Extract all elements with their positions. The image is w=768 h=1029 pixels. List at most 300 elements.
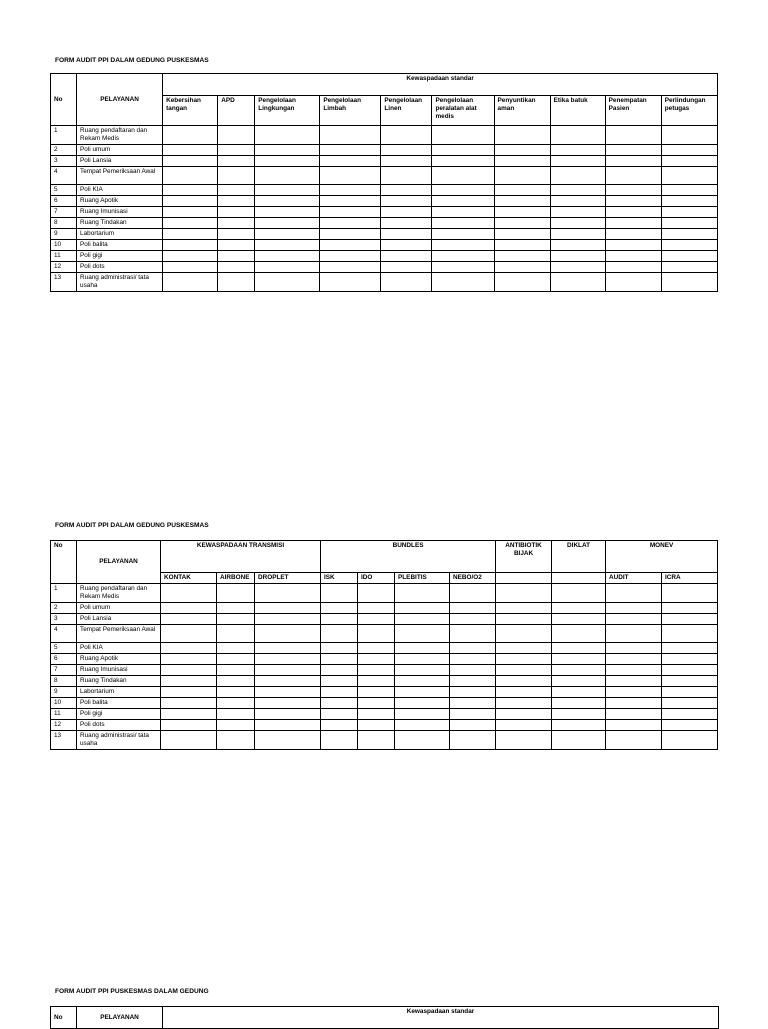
audit-cell[interactable] (163, 229, 218, 240)
audit-cell[interactable] (218, 240, 255, 251)
audit-cell[interactable] (552, 709, 606, 720)
audit-cell[interactable] (494, 196, 550, 207)
audit-cell[interactable] (358, 603, 395, 614)
audit-cell[interactable] (496, 614, 552, 625)
audit-cell[interactable] (255, 614, 321, 625)
audit-cell[interactable] (255, 229, 320, 240)
audit-cell[interactable] (163, 207, 218, 218)
audit-cell[interactable] (606, 698, 662, 709)
row-number: 13 (51, 731, 77, 750)
audit-cell[interactable] (381, 251, 432, 262)
audit-cell[interactable] (255, 145, 320, 156)
audit-cell[interactable] (605, 262, 661, 273)
audit-cell[interactable] (163, 251, 218, 262)
audit-cell[interactable] (163, 218, 218, 229)
service-name: Poli gigi (77, 251, 163, 262)
audit-cell[interactable] (161, 603, 217, 614)
audit-cell[interactable] (218, 262, 255, 273)
audit-cell[interactable] (217, 654, 255, 665)
audit-cell[interactable] (662, 614, 718, 625)
audit-cell[interactable] (432, 167, 494, 185)
audit-cell[interactable] (217, 584, 255, 603)
audit-cell[interactable] (381, 218, 432, 229)
audit-cell[interactable] (381, 229, 432, 240)
audit-cell[interactable] (661, 185, 717, 196)
audit-cell[interactable] (661, 167, 717, 185)
audit-cell[interactable] (395, 698, 450, 709)
row-number: 1 (51, 126, 77, 145)
audit-cell[interactable] (662, 676, 718, 687)
audit-cell[interactable] (321, 643, 358, 654)
audit-cell[interactable] (395, 687, 450, 698)
audit-cell[interactable] (255, 698, 321, 709)
audit-cell[interactable] (395, 584, 450, 603)
audit-cell[interactable] (662, 687, 718, 698)
audit-cell[interactable] (320, 229, 381, 240)
audit-cell[interactable] (550, 240, 605, 251)
audit-cell[interactable] (381, 167, 432, 185)
audit-cell[interactable] (358, 698, 395, 709)
audit-cell[interactable] (163, 185, 218, 196)
audit-cell[interactable] (255, 196, 320, 207)
audit-cell[interactable] (255, 218, 320, 229)
audit-cell[interactable] (255, 126, 320, 145)
audit-cell[interactable] (218, 229, 255, 240)
column-header: Kebersihan tangan (163, 96, 218, 126)
audit-cell[interactable] (550, 207, 605, 218)
audit-cell[interactable] (320, 156, 381, 167)
audit-cell[interactable] (662, 665, 718, 676)
audit-cell[interactable] (661, 240, 717, 251)
audit-cell[interactable] (255, 643, 321, 654)
audit-cell[interactable] (432, 251, 494, 262)
column-header: Pengelolaan Linen (381, 96, 432, 126)
audit-cell[interactable] (255, 273, 320, 292)
audit-cell[interactable] (450, 731, 496, 750)
audit-cell[interactable] (255, 156, 320, 167)
audit-cell[interactable] (161, 643, 217, 654)
nebo-header: NEBO/O2 (450, 573, 496, 584)
audit-cell[interactable] (255, 207, 320, 218)
audit-cell[interactable] (496, 731, 552, 750)
audit-cell[interactable] (606, 720, 662, 731)
table-row (51, 196, 718, 207)
audit-cell[interactable] (255, 185, 320, 196)
audit-cell[interactable] (161, 731, 217, 750)
audit-cell[interactable] (381, 207, 432, 218)
audit-cell[interactable] (163, 167, 218, 185)
audit-cell[interactable] (661, 145, 717, 156)
table-row (51, 614, 718, 625)
audit-cell[interactable] (450, 603, 496, 614)
audit-cell[interactable] (358, 614, 395, 625)
table-row (51, 698, 718, 709)
audit-cell[interactable] (450, 687, 496, 698)
table-row (51, 643, 718, 654)
audit-cell[interactable] (321, 654, 358, 665)
audit-cell[interactable] (661, 251, 717, 262)
audit-cell[interactable] (550, 273, 605, 292)
audit-cell[interactable] (494, 218, 550, 229)
audit-cell[interactable] (450, 584, 496, 603)
audit-cell[interactable] (217, 676, 255, 687)
audit-cell[interactable] (605, 251, 661, 262)
audit-cell[interactable] (381, 185, 432, 196)
audit-cell[interactable] (255, 731, 321, 750)
audit-cell[interactable] (161, 665, 217, 676)
audit-cell[interactable] (606, 584, 662, 603)
audit-cell[interactable] (381, 196, 432, 207)
audit-cell[interactable] (321, 584, 358, 603)
audit-cell[interactable] (432, 262, 494, 273)
audit-cell[interactable] (552, 676, 606, 687)
audit-cell[interactable] (550, 196, 605, 207)
service-name: Ruang administrasi/ tata usaha (77, 731, 161, 750)
row-number: 4 (51, 167, 77, 185)
audit-cell[interactable] (662, 709, 718, 720)
form3-title: FORM AUDIT PPI PUSKESMAS DALAM GEDUNG (55, 988, 209, 995)
audit-cell[interactable] (661, 218, 717, 229)
audit-cell[interactable] (450, 709, 496, 720)
audit-cell[interactable] (496, 584, 552, 603)
audit-cell[interactable] (662, 584, 718, 603)
audit-cell[interactable] (320, 185, 381, 196)
audit-cell[interactable] (606, 603, 662, 614)
audit-cell[interactable] (606, 665, 662, 676)
audit-cell[interactable] (552, 720, 606, 731)
audit-cell[interactable] (163, 273, 218, 292)
audit-cell[interactable] (662, 720, 718, 731)
audit-cell[interactable] (550, 251, 605, 262)
audit-cell[interactable] (255, 665, 321, 676)
audit-cell[interactable] (217, 709, 255, 720)
audit-cell[interactable] (218, 185, 255, 196)
table-row (51, 262, 718, 273)
audit-cell[interactable] (218, 196, 255, 207)
audit-cell[interactable] (606, 614, 662, 625)
audit-cell[interactable] (163, 156, 218, 167)
audit-cell[interactable] (494, 240, 550, 251)
audit-cell[interactable] (605, 156, 661, 167)
audit-cell[interactable] (494, 126, 550, 145)
audit-cell[interactable] (550, 229, 605, 240)
audit-cell[interactable] (358, 643, 395, 654)
table-row (51, 251, 718, 262)
audit-cell[interactable] (606, 731, 662, 750)
audit-cell[interactable] (550, 218, 605, 229)
audit-cell[interactable] (255, 625, 321, 643)
audit-cell[interactable] (550, 156, 605, 167)
audit-cell[interactable] (496, 625, 552, 643)
audit-cell[interactable] (661, 273, 717, 292)
diklat-header: DIKLAT (552, 541, 606, 573)
audit-cell[interactable] (320, 145, 381, 156)
audit-cell[interactable] (321, 709, 358, 720)
audit-cell[interactable] (217, 643, 255, 654)
audit-cell[interactable] (395, 654, 450, 665)
audit-cell[interactable] (381, 262, 432, 273)
audit-cell[interactable] (432, 156, 494, 167)
audit-cell[interactable] (255, 709, 321, 720)
audit-cell[interactable] (662, 625, 718, 643)
audit-cell[interactable] (218, 156, 255, 167)
audit-cell[interactable] (217, 698, 255, 709)
audit-cell[interactable] (450, 665, 496, 676)
audit-cell[interactable] (552, 643, 606, 654)
audit-cell[interactable] (161, 676, 217, 687)
audit-cell[interactable] (552, 603, 606, 614)
audit-cell[interactable] (218, 207, 255, 218)
audit-cell[interactable] (605, 126, 661, 145)
audit-cell[interactable] (550, 185, 605, 196)
audit-cell[interactable] (161, 709, 217, 720)
audit-cell[interactable] (432, 273, 494, 292)
audit-cell[interactable] (381, 126, 432, 145)
audit-cell[interactable] (550, 262, 605, 273)
audit-cell[interactable] (395, 643, 450, 654)
service-name: Poli KIA (77, 643, 161, 654)
audit-cell[interactable] (321, 698, 358, 709)
audit-cell[interactable] (550, 167, 605, 185)
audit-cell[interactable] (432, 240, 494, 251)
audit-cell[interactable] (606, 643, 662, 654)
row-number: 3 (51, 156, 77, 167)
audit-cell[interactable] (161, 698, 217, 709)
audit-cell[interactable] (255, 240, 320, 251)
audit-cell[interactable] (552, 614, 606, 625)
audit-cell[interactable] (217, 731, 255, 750)
audit-cell[interactable] (662, 654, 718, 665)
audit-cell[interactable] (321, 665, 358, 676)
audit-cell[interactable] (494, 273, 550, 292)
audit-cell[interactable] (494, 229, 550, 240)
audit-cell[interactable] (321, 625, 358, 643)
audit-cell[interactable] (358, 676, 395, 687)
row-number: 7 (51, 207, 77, 218)
audit-cell[interactable] (552, 584, 606, 603)
audit-cell[interactable] (358, 665, 395, 676)
audit-cell[interactable] (450, 643, 496, 654)
audit-cell[interactable] (605, 207, 661, 218)
audit-cell[interactable] (496, 687, 552, 698)
audit-cell[interactable] (605, 273, 661, 292)
audit-cell[interactable] (661, 207, 717, 218)
audit-cell[interactable] (606, 625, 662, 643)
audit-cell[interactable] (450, 698, 496, 709)
audit-cell[interactable] (320, 196, 381, 207)
audit-cell[interactable] (161, 584, 217, 603)
audit-cell[interactable] (552, 698, 606, 709)
audit-cell[interactable] (606, 676, 662, 687)
audit-cell[interactable] (605, 240, 661, 251)
audit-cell[interactable] (496, 676, 552, 687)
audit-cell[interactable] (321, 687, 358, 698)
audit-cell[interactable] (450, 676, 496, 687)
audit-cell[interactable] (217, 687, 255, 698)
audit-cell[interactable] (494, 207, 550, 218)
no-header: No (51, 74, 77, 126)
audit-cell[interactable] (432, 185, 494, 196)
audit-cell[interactable] (605, 229, 661, 240)
audit-cell[interactable] (358, 709, 395, 720)
audit-cell[interactable] (395, 614, 450, 625)
audit-cell[interactable] (163, 145, 218, 156)
audit-cell[interactable] (381, 240, 432, 251)
audit-cell[interactable] (217, 625, 255, 643)
audit-cell[interactable] (217, 665, 255, 676)
audit-cell[interactable] (218, 145, 255, 156)
table-row (51, 709, 718, 720)
audit-cell[interactable] (218, 273, 255, 292)
audit-cell[interactable] (161, 654, 217, 665)
audit-cell[interactable] (662, 731, 718, 750)
audit-cell[interactable] (321, 731, 358, 750)
audit-cell[interactable] (605, 145, 661, 156)
audit-cell[interactable] (321, 720, 358, 731)
row-number: 12 (51, 720, 77, 731)
audit-cell[interactable] (255, 687, 321, 698)
audit-cell[interactable] (494, 156, 550, 167)
audit-cell[interactable] (605, 196, 661, 207)
audit-cell[interactable] (395, 603, 450, 614)
audit-cell[interactable] (606, 687, 662, 698)
audit-cell[interactable] (450, 625, 496, 643)
audit-cell[interactable] (255, 676, 321, 687)
audit-cell[interactable] (161, 720, 217, 731)
audit-cell[interactable] (494, 262, 550, 273)
audit-cell[interactable] (494, 185, 550, 196)
audit-cell[interactable] (605, 218, 661, 229)
audit-cell[interactable] (218, 167, 255, 185)
audit-cell[interactable] (606, 709, 662, 720)
audit-cell[interactable] (661, 229, 717, 240)
audit-cell[interactable] (605, 185, 661, 196)
audit-cell[interactable] (321, 614, 358, 625)
audit-cell[interactable] (395, 665, 450, 676)
table-row (51, 240, 718, 251)
audit-cell[interactable] (661, 156, 717, 167)
audit-cell[interactable] (606, 654, 662, 665)
audit-cell[interactable] (496, 698, 552, 709)
audit-cell[interactable] (218, 218, 255, 229)
audit-cell[interactable] (217, 614, 255, 625)
audit-cell[interactable] (494, 251, 550, 262)
audit-cell[interactable] (432, 229, 494, 240)
audit-cell[interactable] (321, 603, 358, 614)
audit-cell[interactable] (496, 603, 552, 614)
audit-cell[interactable] (450, 654, 496, 665)
audit-cell[interactable] (550, 126, 605, 145)
audit-cell[interactable] (358, 625, 395, 643)
service-name: Ruang administrasi/ tata usaha (77, 273, 163, 292)
audit-cell[interactable] (217, 720, 255, 731)
audit-cell[interactable] (552, 654, 606, 665)
audit-cell[interactable] (255, 654, 321, 665)
audit-cell[interactable] (163, 196, 218, 207)
audit-cell[interactable] (432, 145, 494, 156)
audit-cell[interactable] (255, 251, 320, 262)
audit-cell[interactable] (321, 676, 358, 687)
audit-cell[interactable] (320, 273, 381, 292)
row-number: 6 (51, 654, 77, 665)
audit-cell[interactable] (255, 584, 321, 603)
audit-cell[interactable] (432, 207, 494, 218)
audit-cell[interactable] (381, 156, 432, 167)
audit-cell[interactable] (320, 240, 381, 251)
audit-cell[interactable] (662, 643, 718, 654)
audit-cell[interactable] (496, 720, 552, 731)
audit-cell[interactable] (217, 603, 255, 614)
audit-cell[interactable] (496, 643, 552, 654)
audit-cell[interactable] (661, 126, 717, 145)
audit-cell[interactable] (432, 126, 494, 145)
audit-cell[interactable] (381, 145, 432, 156)
audit-cell[interactable] (496, 665, 552, 676)
audit-cell[interactable] (450, 720, 496, 731)
audit-cell[interactable] (161, 687, 217, 698)
audit-cell[interactable] (255, 167, 320, 185)
audit-cell[interactable] (255, 720, 321, 731)
audit-cell[interactable] (494, 167, 550, 185)
audit-cell[interactable] (320, 218, 381, 229)
audit-cell[interactable] (381, 273, 432, 292)
column-header: Perlindungan petugas (661, 96, 717, 126)
audit-cell[interactable] (552, 625, 606, 643)
audit-cell[interactable] (161, 614, 217, 625)
audit-cell[interactable] (163, 262, 218, 273)
audit-cell[interactable] (358, 654, 395, 665)
audit-cell[interactable] (218, 251, 255, 262)
audit-cell[interactable] (661, 262, 717, 273)
audit-cell[interactable] (496, 709, 552, 720)
audit-cell[interactable] (320, 167, 381, 185)
audit-cell[interactable] (358, 584, 395, 603)
audit-cell[interactable] (255, 262, 320, 273)
audit-cell[interactable] (605, 167, 661, 185)
audit-cell[interactable] (552, 687, 606, 698)
audit-cell[interactable] (161, 625, 217, 643)
audit-cell[interactable] (661, 196, 717, 207)
audit-cell[interactable] (432, 196, 494, 207)
audit-cell[interactable] (552, 665, 606, 676)
audit-cell[interactable] (496, 654, 552, 665)
audit-cell[interactable] (358, 687, 395, 698)
audit-cell[interactable] (432, 218, 494, 229)
audit-cell[interactable] (255, 603, 321, 614)
audit-cell[interactable] (320, 126, 381, 145)
audit-cell[interactable] (395, 676, 450, 687)
audit-cell[interactable] (218, 126, 255, 145)
audit-cell[interactable] (552, 731, 606, 750)
audit-cell[interactable] (163, 126, 218, 145)
service-name: Tempat Pemeriksaan Awal (77, 625, 161, 643)
audit-cell[interactable] (450, 614, 496, 625)
audit-cell[interactable] (163, 240, 218, 251)
audit-cell[interactable] (662, 698, 718, 709)
audit-cell[interactable] (358, 731, 395, 750)
audit-cell[interactable] (494, 145, 550, 156)
audit-cell[interactable] (395, 720, 450, 731)
audit-cell[interactable] (395, 625, 450, 643)
audit-cell[interactable] (320, 207, 381, 218)
audit-cell[interactable] (395, 709, 450, 720)
audit-cell[interactable] (395, 731, 450, 750)
audit-cell[interactable] (320, 251, 381, 262)
audit-cell[interactable] (358, 720, 395, 731)
audit-cell[interactable] (320, 262, 381, 273)
audit-cell[interactable] (550, 145, 605, 156)
audit-cell[interactable] (662, 603, 718, 614)
